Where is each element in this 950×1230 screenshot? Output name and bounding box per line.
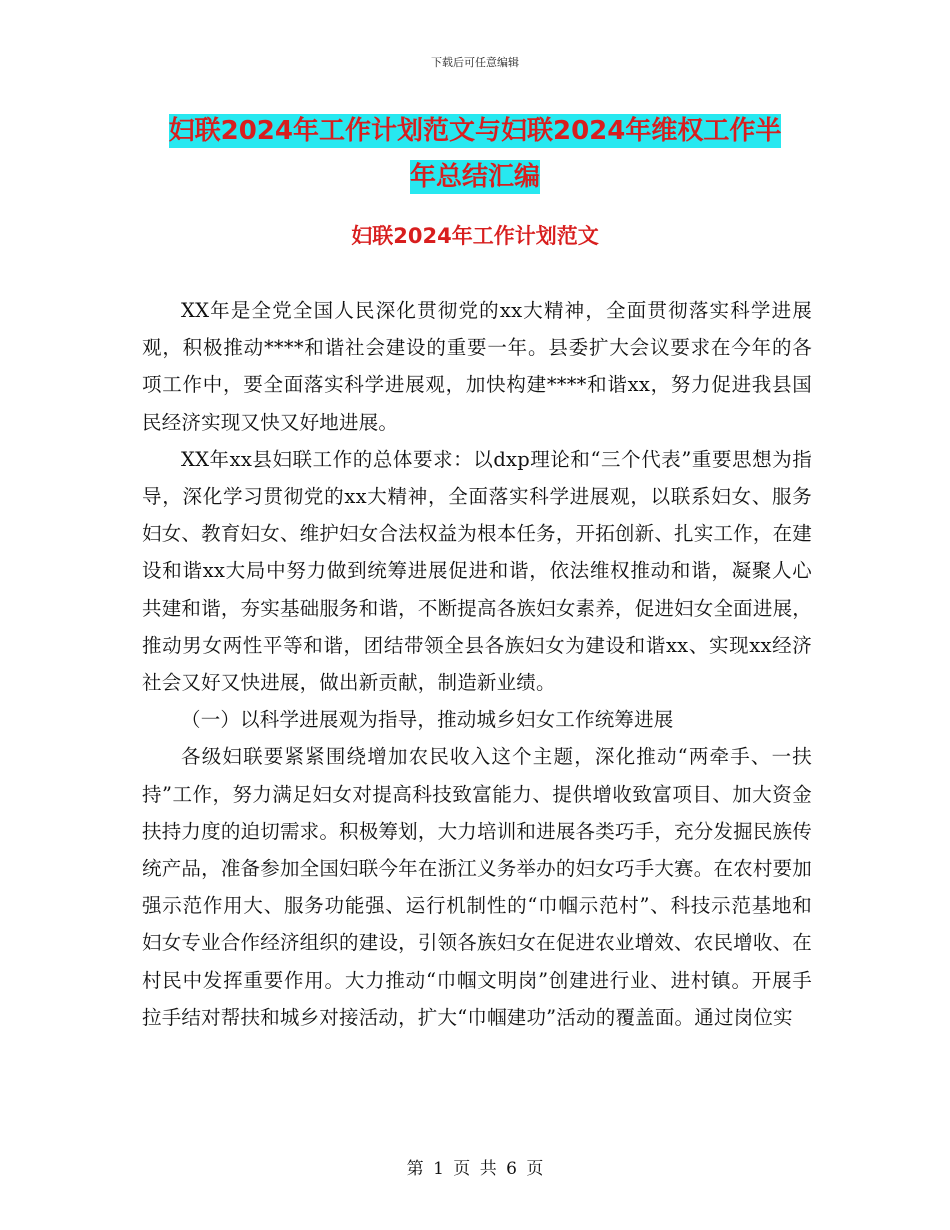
page-number: 第 1 页 共 6 页 — [406, 1159, 544, 1179]
paragraph: XX年是全党全国人民深化贯彻党的xx大精神，全面贯彻落实科学进展观，积极推动****和谐社会建设的重要一年。县委扩大会议要求在今年的各项工作中，要全面落实科学进展观，加快构建****和谐xx，努力促进我县国民经济实现又快又好地进展。 — [142, 299, 812, 434]
page-header-note: 下载后可任意编辑 — [431, 56, 519, 69]
paragraph: 各级妇联要紧紧围绕增加农民收入这个主题，深化推动“两牵手、一扶持”工作，努力满足妇女对提高科技致富能力、提供增收致富项目、加大资金扶持力度的迫切需求。积极筹划，大力培训和进展各类巧手，充分发掘民族传统产品，准备参加全国妇联今年在浙江义务举办的妇女巧手大赛。在农村要加强示范作用大、服务功能强、运行机制性的“巾帼示范村”、科技示范基地和妇女专业合作经济组织的建设，引领各族妇女在促进农业增效、农民增收、在村民中发挥重要作用。大力推动“巾帼文明岗”创建进行业、进村镇。开展手拉手结对帮扶和城乡对接活动，扩大“巾帼建功”活动的覆盖面。通过岗位实 — [142, 745, 812, 1029]
document-title-line1: 妇联2024年工作计划范文与妇联2024年维权工作半 — [168, 116, 782, 146]
paragraph: XX年xx县妇联工作的总体要求：以dxp理论和“三个代表”重要思想为指导，深化学习贯彻党的xx大精神，全面落实科学进展观，以联系妇女、服务妇女、教育妇女、维护妇女合法权益为根本任务，开拓创新、扎实工作，在建设和谐xx大局中努力做到统筹进展促进和谐，依法维权推动和谐，凝聚人心共建和谐，夯实基础服务和谐，不断提高各族妇女素养，促进妇女全面进展，推动男女两性平等和谐，团结带领全县各族妇女为建设和谐xx、实现xx经济社会又好又快进展，做出新贡献，制造新业绩。 — [142, 447, 812, 695]
document-title — [140, 108, 810, 200]
document-body — [142, 292, 812, 1036]
subheading: （一）以科学进展观为指导，推动城乡妇女工作统筹进展 — [181, 708, 674, 732]
document-title-line2: 年总结汇编 — [409, 162, 540, 192]
section-title: 妇联2024年工作计划范文 — [351, 224, 599, 248]
